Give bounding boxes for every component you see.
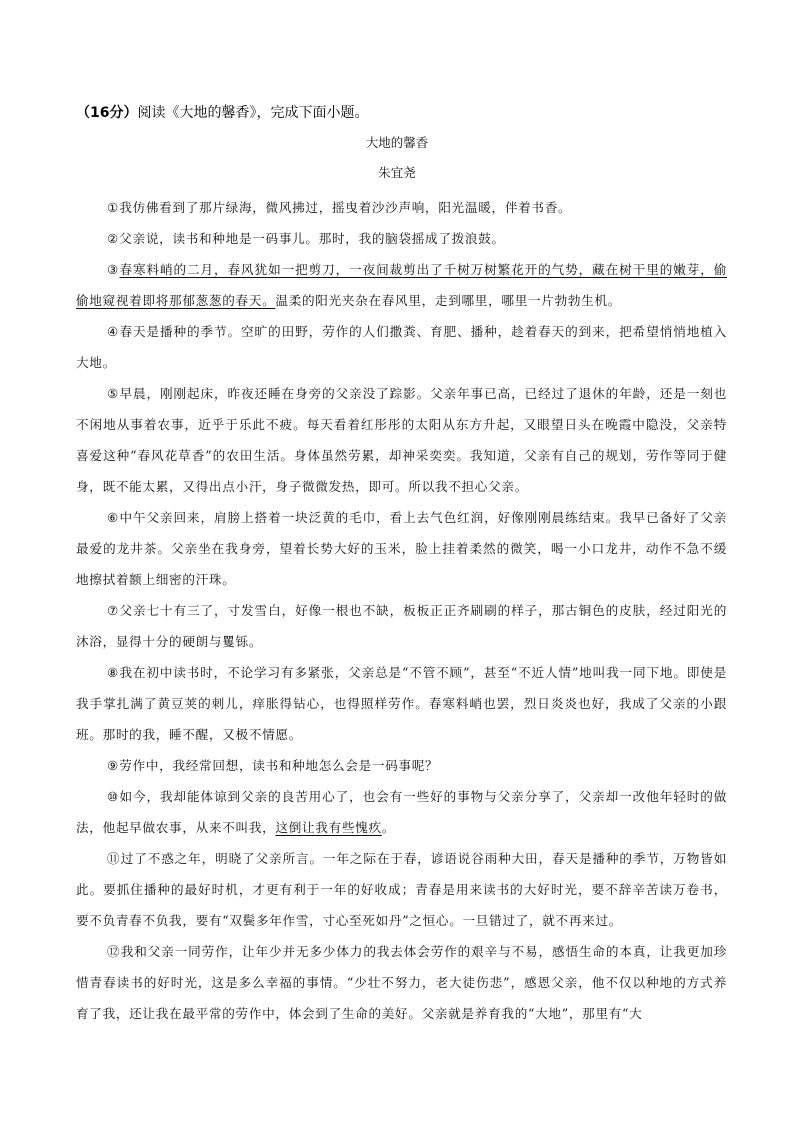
paragraph-text: 春天是播种的季节。空旷的田野，劳作的人们撒粪、育肥、播种，趁着春天的到来，把希望悄悄地植入大地。: [76, 324, 728, 370]
paragraph-text: 中午父亲回来，肩膀上搭着一块泛黄的毛巾，看上去气色红润，好像刚刚晨练结束。我早已备好了父亲最爱的龙井茶。父亲坐在我身旁，望着长势大好的玉米，脸上挂着柔然的微笑，喝一小口龙井，动作不急不缓地擦拭着额上细密的汗珠。: [76, 510, 728, 587]
paragraph-text: 劳作中，我经常回想，读书和种地怎么会是一码事呢？: [119, 758, 439, 773]
paragraph-number: ⑩: [107, 789, 119, 804]
paragraph-text: 过了不惑之年，明晓了父亲所言。一年之际在于春，谚语说谷雨种大田，春天是播种的季节，万物皆如此。要抓住播种的最好时机，才更有利于一年的好收成；青春是用来读书的大好时光，要不辞辛苦读万卷书，要不负青春不负我，要有“双鬓多年作雪，寸心至死如丹”之恒心。一旦错过了，就不再来过。: [76, 851, 728, 928]
paragraph-12: [76, 936, 727, 1029]
paragraph-number: ⑨: [107, 758, 119, 773]
paragraph-text: 父亲说，读书和种地是一码事儿。那时，我的脑袋摇成了拨浪鼓。: [119, 231, 505, 246]
paragraph-6: [76, 502, 727, 595]
paragraph-tail: 。: [381, 820, 396, 835]
paragraph-2: [76, 223, 727, 254]
underlined-sentence: 春寒料峭的二月，春风犹如一把剪刀，一夜间裁剪出了千树万树繁花开的气势，藏在树干里的嫩芽，偷偷地窥视着即将那郁葱葱的春天。: [76, 262, 728, 308]
paragraph-number: ⑪: [107, 851, 120, 866]
paragraph-number: ⑤: [107, 386, 119, 401]
article-body: [76, 192, 727, 1029]
paragraph-number: ⑥: [107, 510, 119, 525]
underlined-sentence: 这倒让我有些愧疚: [275, 820, 382, 835]
paragraph-9: [76, 750, 727, 781]
paragraph-text: 我仿佛看到了那片绿海，微风拂过，摇曳着沙沙声响，阳光温暖，伴着书香。: [119, 200, 572, 215]
question-prompt: 阅读《大地的馨香》，完成下面小题。: [137, 105, 369, 121]
paragraph-text: 我在初中读书时，不论学习有多紧张，父亲总是“不管不顾”，甚至“不近人情”地叫我一同下地。即使是我手掌扎满了黄豆荚的刺儿，痒胀得钻心，也得照样劳作。春寒料峭也罢，烈日炎炎也好，我成了父亲的小跟班。那时的我，睡不醒，又极不情愿。: [76, 665, 727, 742]
paragraph-text: 父亲七十有三了，寸发雪白，好像一根也不缺，板板正正齐刷刷的样子，那古铜色的皮肤，经过阳光的沐浴，显得十分的硬朗与矍铄。: [76, 603, 728, 649]
paragraph-10: [76, 781, 727, 843]
paragraph-text: 早晨，刚刚起床，昨夜还睡在身旁的父亲没了踪影。父亲年事已高，已经过了退休的年龄，还是一刻也不闲地从事着农事，近乎于乐此不疲。每天看着红彤彤的太阳从东方升起，又眼望日头在晚霞中隐没，父亲特喜爱这种“春风花草香”的农田生活。身体虽然劳累，却神采奕奕。我知道，父亲有自己的规划，劳作等同于健身，既不能太累，又得出点小汗，身子微微发热，即可。所以我不担心父亲。: [76, 386, 728, 494]
paragraph-number: ④: [107, 324, 119, 339]
paragraph-text: 温柔的阳光夹杂在春风里，走到哪里，哪里一片勃勃生机。: [275, 293, 622, 308]
paragraph-number: ⑫: [107, 944, 120, 959]
paragraph-7: [76, 595, 727, 657]
paragraph-number: ②: [107, 231, 119, 246]
paragraph-number: ③: [107, 262, 119, 277]
paragraph-text: 如今，我却能体谅到父亲的良苦用心了，也会有一些好的事物与父亲分享了，父亲却一改他年轻时的做法，他起早做农事，从来不叫我，: [76, 789, 728, 835]
paragraph-4: [76, 316, 727, 378]
paragraph-number: ⑦: [107, 603, 119, 618]
paragraph-3: [76, 254, 727, 316]
paragraph-5: [76, 378, 727, 502]
article-author: 朱宜尧: [378, 165, 416, 180]
question-header: [76, 103, 726, 123]
paragraph-number: ①: [107, 200, 119, 215]
paragraph-11: [76, 843, 727, 936]
article-title: 大地的馨香: [365, 135, 429, 150]
paragraph-1: [76, 192, 727, 223]
question-score: （16分）: [76, 105, 138, 121]
paragraph-number: ⑧: [107, 665, 119, 680]
paragraph-text: 我和父亲一同劳作，让年少并无多少体力的我去体会劳作的艰辛与不易，感悟生命的本真，让我更加珍惜青春读书的好时光，这是多么幸福的事情。“少壮不努力，老大徒伤悲”，感恩父亲，他不仅以种地的方式养育了我，还让我在最平常的劳作中，体会到了生命的美好。父亲就是养育我的“大地”，那里有“大: [76, 944, 728, 1021]
paragraph-8: [76, 657, 727, 750]
